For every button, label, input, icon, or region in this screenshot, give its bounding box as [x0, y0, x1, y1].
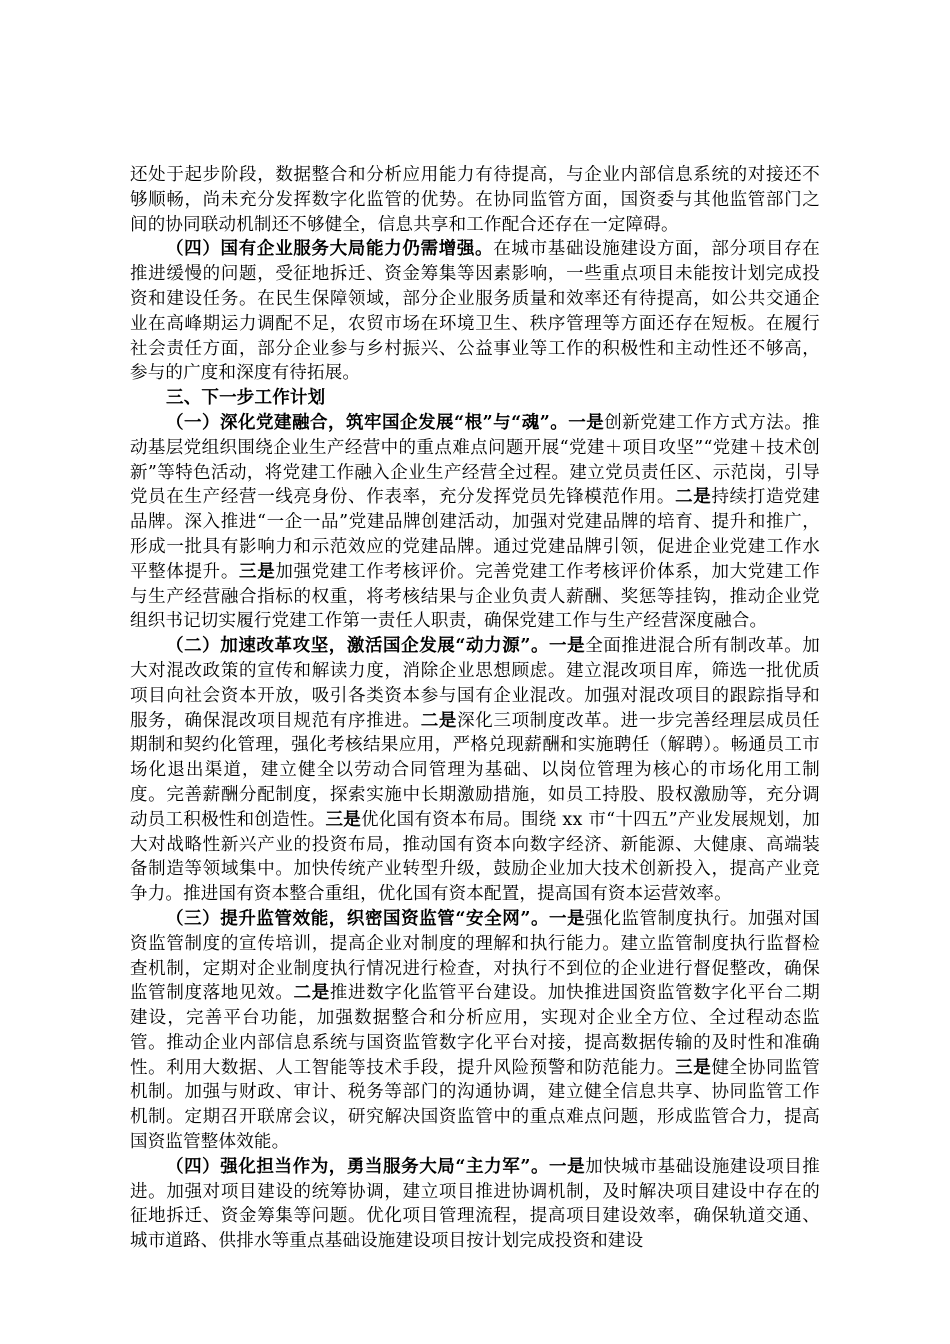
paragraph-3 [130, 411, 820, 634]
paragraph-4 [130, 634, 820, 907]
paragraph-3-body-3: 加强党建工作考核评价。完善党建工作考核评价体系，加大党建工作与生产经营融合指标的权重，将考核结果与企业负责人薪酬、奖惩等挂钩，推动企业党组织书记切实履行党建工作第一责任人职责，确保党建工作与生产经营深度融合。 [130, 561, 821, 632]
paragraph-0 [130, 163, 820, 237]
paragraph-5-marker-2: 二是 [293, 983, 330, 1004]
paragraph-1 [130, 237, 820, 386]
paragraph-1-body: 在城市基础设施建设方面，部分项目存在推进缓慢的问题，受征地拆迁、资金筹集等因素影响，一些重点项目未能按计划完成投资和建设任务。在民生保障领域，部分企业服务质量和效率还有待提高，如公共交通企业在高峰期运力调配不足，农贸市场在环境卫生、秩序管理等方面还存在短板。在履行社会责任方面，部分企业参与乡村振兴、公益事业等工作的积极性和主动性还不够高，参与的广度和深度有待拓展。 [130, 239, 820, 384]
paragraph-3-marker-2: 二是 [675, 487, 712, 508]
section-heading [130, 386, 820, 411]
paragraph-5 [130, 907, 820, 1155]
paragraph-1-heading: （四）国有企业服务大局能力仍需增强。 [166, 239, 494, 260]
paragraph-5-body-3: 健全协同监管机制。加强与财政、审计、税务等部门的沟通协调，建立健全信息共享、协同监管工作机制。定期召开联席会议，研究解决国资监管中的重点难点问题，形成监管合力，提高国资监管整体效能。 [130, 1057, 821, 1153]
paragraph-4-body-3: 优化国有资本布局。围绕 xx 市“十四五”产业发展规划，加大对战略性新兴产业的投资布局，推动国有资本向数字经济、新能源、大健康、高端装备制造等领域集中。加快传统产业转型升级，鼓励企业加大技术创新投入，提高产业竞争力。推进国有资本整合重组，优化国有资本配置，提高国有资本运营效率。 [130, 809, 820, 905]
section-heading-text: 三、下一步工作计划 [166, 388, 326, 409]
paragraph-3-marker-3: 三是 [239, 561, 276, 582]
paragraph-6 [130, 1155, 820, 1254]
paragraph-4-heading: （二）加速改革攻坚，激活国企发展“动力源”。一是 [166, 636, 586, 657]
paragraph-5-body-2: 推进数字化监管平台建设。加快推进国资监管数字化平台二期建设，完善平台功能，加强数据整合和分析应用，实现对企业全方位、全过程动态监管。推动企业内部信息系统与国资监管数字化平台对接，提高数据传输的及时性和准确性。利用大数据、人工智能等技术手段，提升风险预警和防范能力。 [130, 983, 820, 1078]
paragraph-3-body-1: 创新党建工作方式方法。推动基层党组织围绕企业生产经营中的重点难点问题开展“党建＋项目攻坚”“党建＋技术创新”等特色活动，将党建工作融入企业生产经营全过程。建立党员责任区、示范岗，引导党员在生产经营一线亮身份、作表率，充分发挥党员先锋模范作用。 [130, 412, 820, 508]
paragraph-4-marker-2: 二是 [420, 710, 458, 731]
paragraph-4-marker-3: 三是 [325, 809, 362, 830]
paragraph-4-body-2: 深化三项制度改革。进一步完善经理层成员任期制和契约化管理，强化考核结果应用，严格兑现薪酬和实施聘任（解聘）。畅通员工市场化退出渠道，建立健全以劳动合同管理为基础、以岗位管理为核心的市场化用工制度。完善薪酬分配制度，探索实施中长期激励措施，如员工持股、股权激励等，充分调动员工积极性和创造性。 [130, 710, 821, 830]
paragraph-6-body-1: 加快城市基础设施建设项目推进。加强对项目建设的统筹协调，建立项目推进协调机制，及时解决项目建设中存在的征地拆迁、资金筹集等问题。优化项目管理流程，提高项目建设效率，确保轨道交通、城市道路、供排水等重点基础设施建设项目按计划完成投资和建设 [130, 1156, 820, 1252]
paragraph-0-seg-0: 还处于起步阶段，数据整合和分析应用能力有待提高，与企业内部信息系统的对接还不够顺畅，尚未充分发挥数字化监管的优势。在协同监管方面，国资委与其他监管部门之间的协同联动机制还不够健全，信息共享和工作配合还存在一定障碍。 [130, 165, 820, 235]
paragraph-3-body-2: 持续打造党建品牌。深入推进“一企一品”党建品牌创建活动，加强对党建品牌的培育、提升和推广，形成一批具有影响力和示范效应的党建品牌。通过党建品牌引领，促进企业党建工作水平整体提升。 [130, 487, 821, 582]
paragraph-5-heading: （三）提升监管效能，织密国资监管“安全网”。一是 [166, 908, 586, 929]
paragraph-6-heading: （四）强化担当作为，勇当服务大局“主力军”。一是 [166, 1156, 586, 1177]
paragraph-4-body-1: 全面推进混合所有制改革。加大对混改政策的宣传和解读力度，消除企业思想顾虑。建立混改项目库，筛选一批优质项目向社会资本开放，吸引各类资本参与国有企业混改。加强对混改项目的跟踪指导和服务，确保混改项目规范有序推进。 [130, 636, 820, 731]
paragraph-5-marker-3: 三是 [675, 1057, 712, 1078]
paragraph-3-heading: （一）深化党建融合，筑牢国企发展“根”与“魂”。一是 [166, 412, 605, 433]
paragraph-5-body-1: 强化监管制度执行。加强对国资监管制度的宣传培训，提高企业对制度的理解和执行能力。建立监管制度执行监督检查机制，定期对企业制度执行情况进行检查，对执行不到位的企业进行督促整改，确保监管制度落地见效。 [130, 908, 820, 1004]
